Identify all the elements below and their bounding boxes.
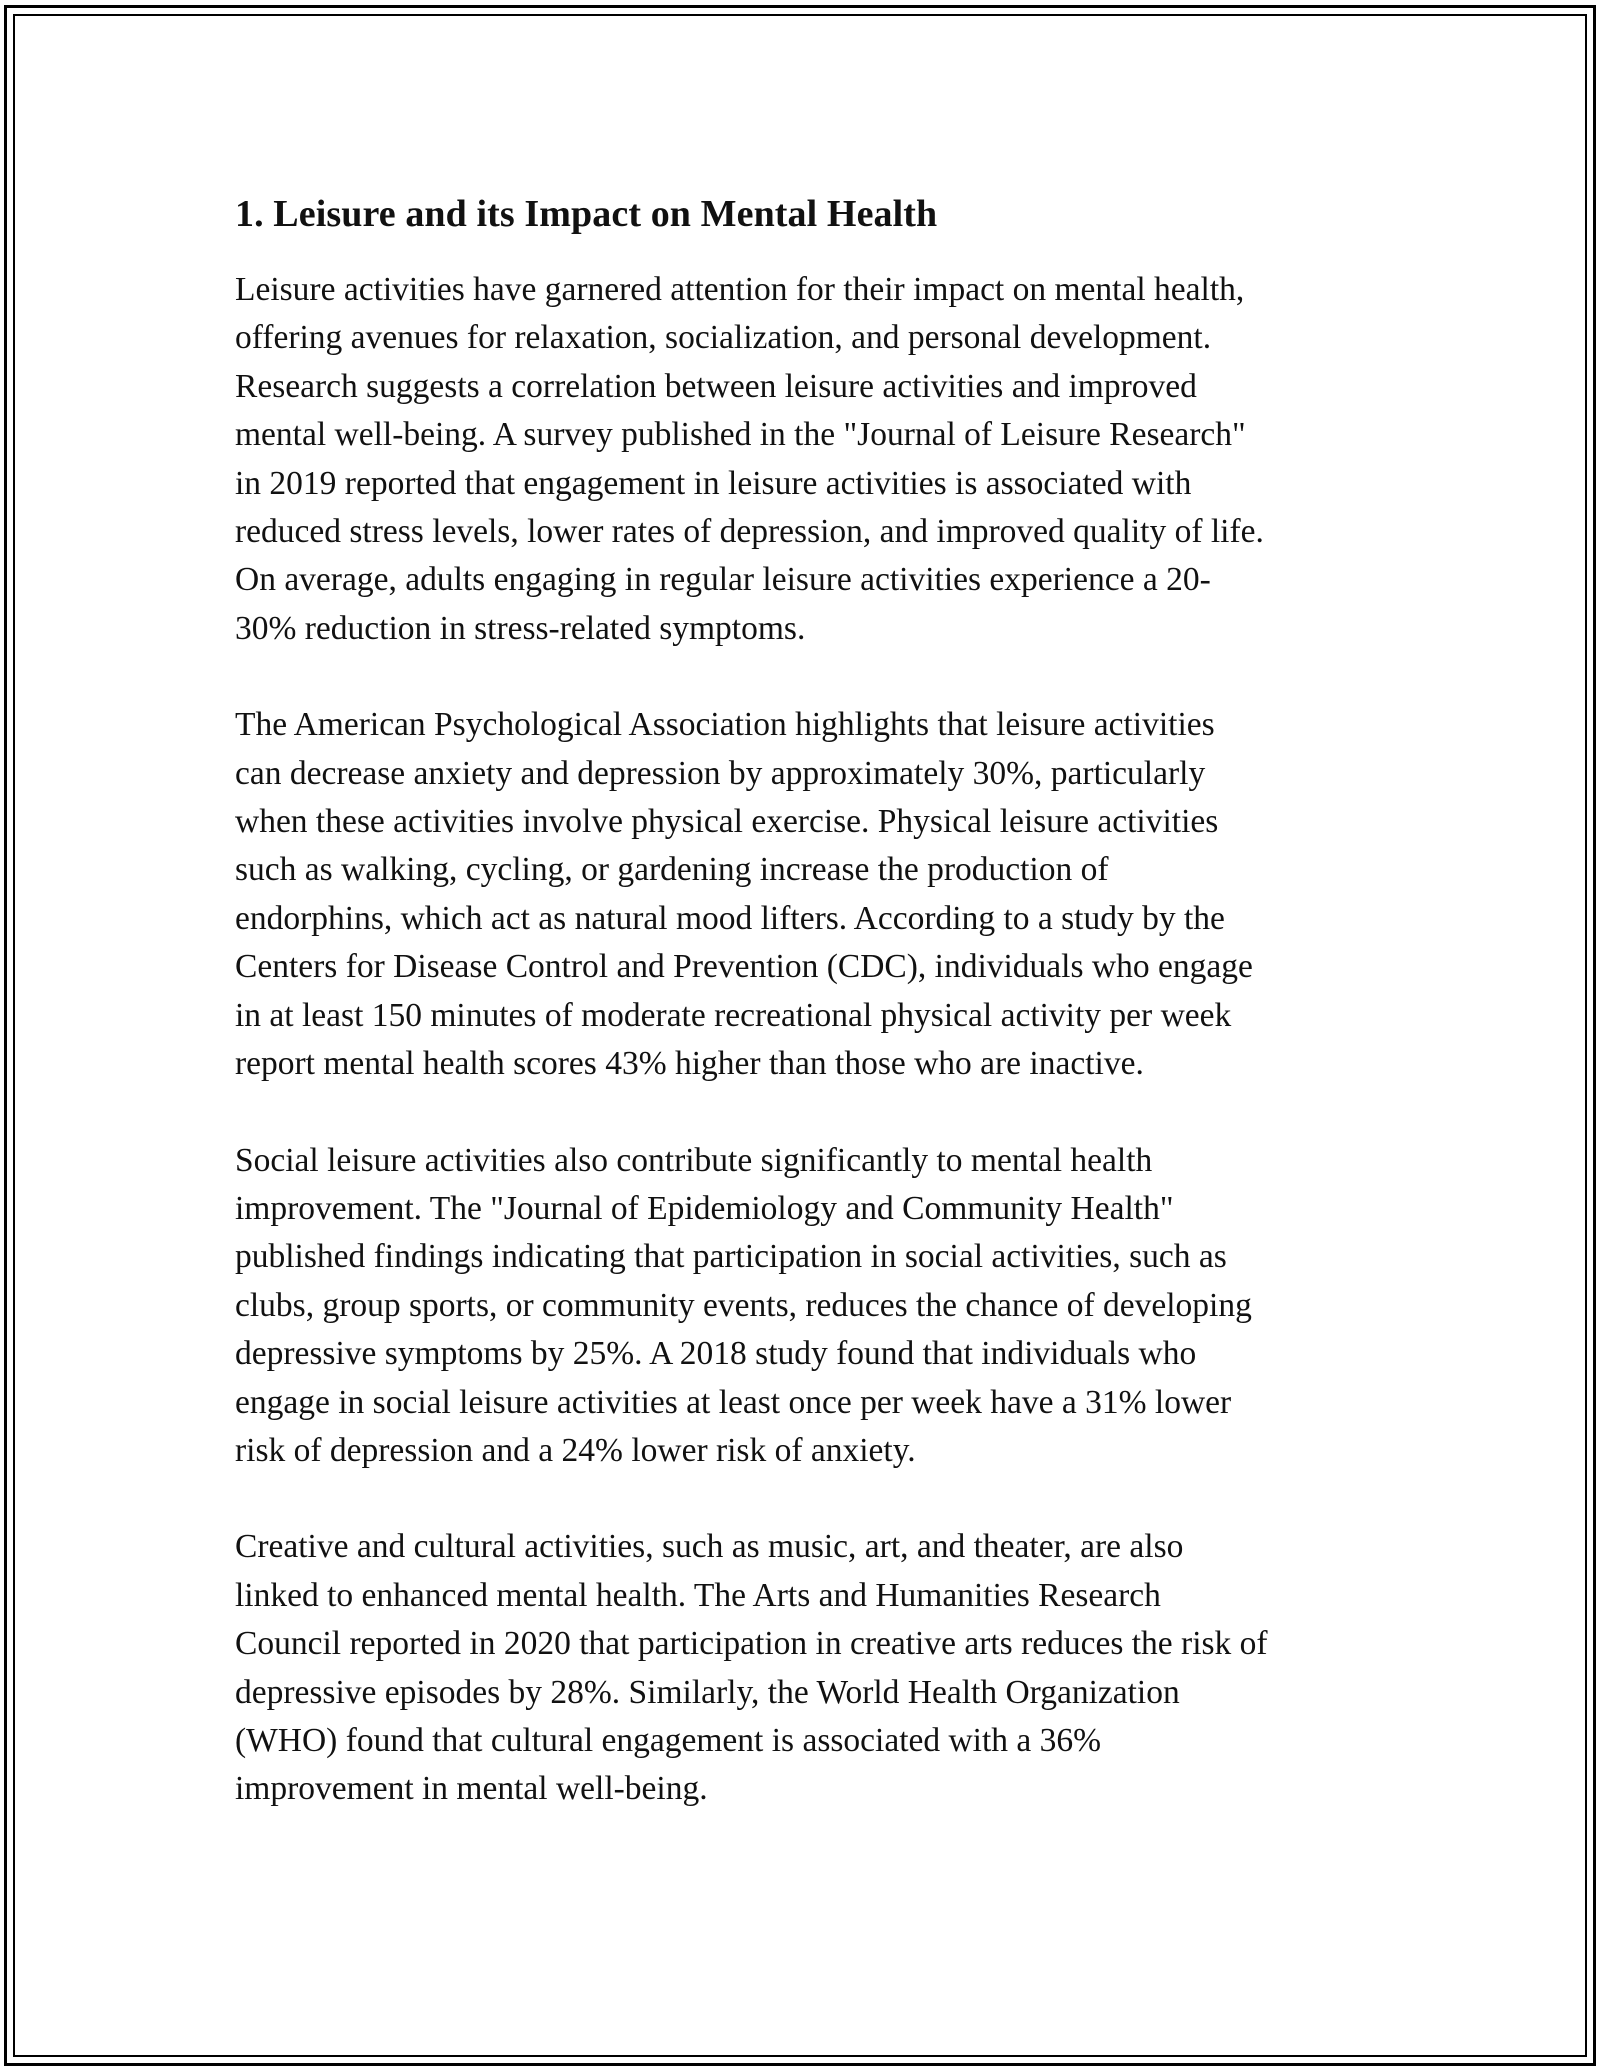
- paragraph-physical-activity: The American Psychological Association highlights that leisure activities can decrease anxiety and depression by approximately 30%, particularly when these activities involve physical exercise. Physical leisure activities such as walking, cycling, or gardening increase the production of endorphins, which act as natural mood lifters. According to a study by the Centers for Disease Control and Prevention (CDC), individuals who engage in at least 150 minutes of moderate recreational physical activity per week report mental health scores 43% higher than those who are inactive.: [235, 706, 1253, 1083]
- section-heading: 1. Leisure and its Impact on Mental Health: [235, 193, 938, 235]
- paragraph-social-activities: Social leisure activities also contribute significantly to mental health improvement. The "Journal of Epidemiology and Community Health" published findings indicating that participation in social activities, such as clubs, group sports, or community events, reduces the chance of developing depressive symptoms by 25%. A 2018 study found that individuals who engage in social leisure activities at least once per week have a 31% lower risk of depression and a 24% lower risk of anxiety.: [235, 1141, 1252, 1469]
- document-body: [235, 188, 1375, 1814]
- paragraph-overview: Leisure activities have garnered attention for their impact on mental health, offering avenues for relaxation, socialization, and personal development. Research suggests a correlation between leisure activities and improved mental well-being. A survey published in the "Journal of Leisure Research" in 2019 reported that engagement in leisure activities is associated with reduced stress levels, lower rates of depression, and improved quality of life. On average, adults engaging in regular leisure activities experience a 20- 30% reduction in stress-related symptoms.: [235, 271, 1264, 647]
- paragraph-creative-activities: Creative and cultural activities, such as music, art, and theater, are also linked to enhanced mental health. The Arts and Humanities Research Council reported in 2020 that participation in creative arts reduces the risk of depressive episodes by 28%. Similarly, the World Health Organization (WHO) found that cultural engagement is associated with a 36% improvement in mental well-being.: [235, 1528, 1268, 1808]
